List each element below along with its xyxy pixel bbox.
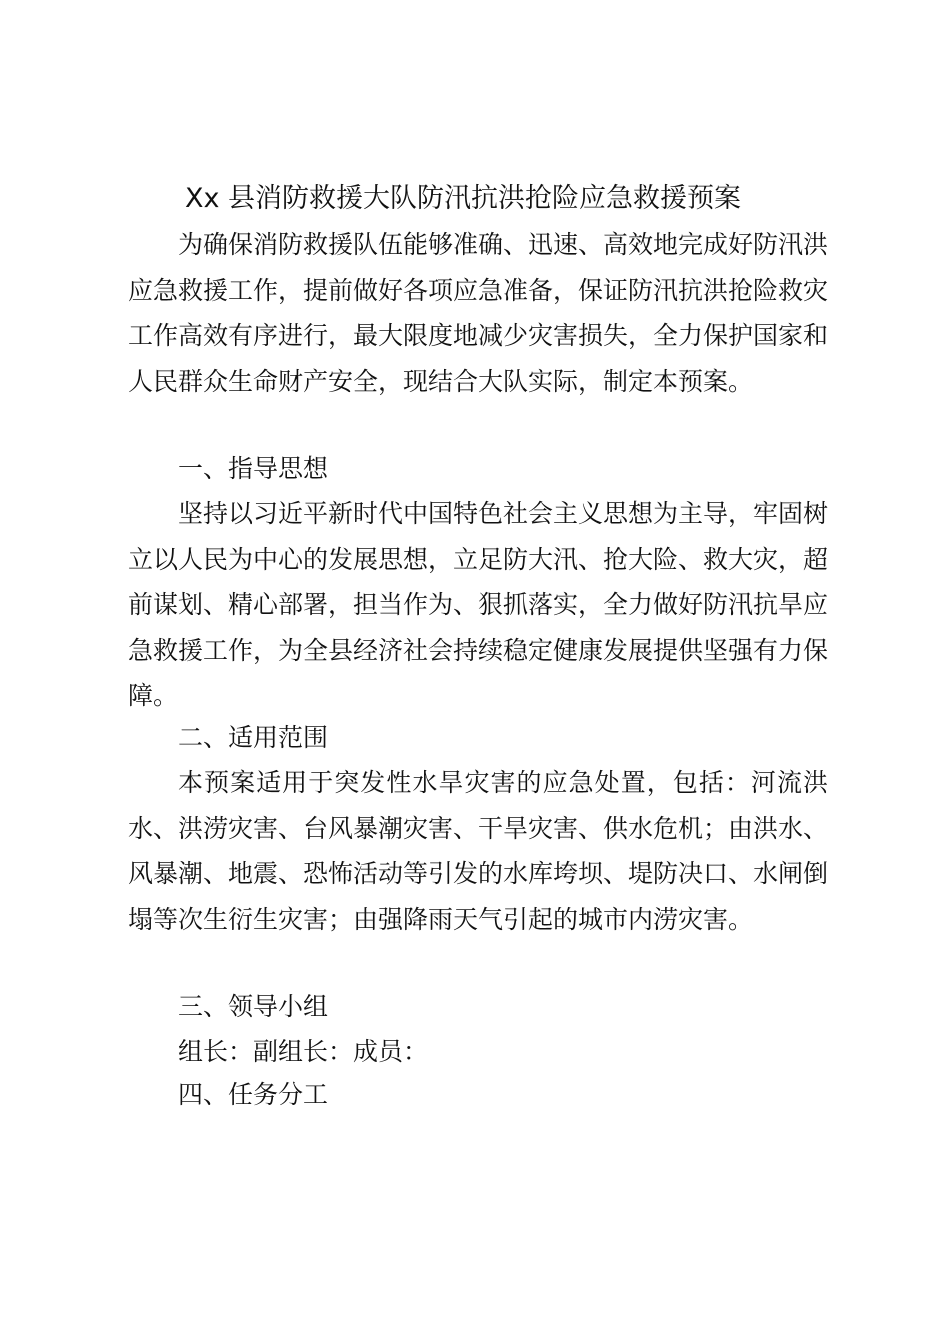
section-body-guiding-ideology: 坚持以习近平新时代中国特色社会主义思想为主导，牢固树立以人民为中心的发展思想，立足防大汛、抢大险、救大灾，超前谋划、精心部署，担当作为、狠抓落实，全力做好防汛抗旱应急救援工作，为全县经济社会持续稳定健康发展提供坚强有力保障。 — [128, 499, 829, 710]
section-heading-task-division: 四、任务分工 — [178, 1080, 329, 1109]
section-heading-leadership-group: 三、领导小组 — [178, 992, 329, 1021]
section-body-leadership-group: 组长：副组长：成员： — [178, 1037, 429, 1066]
section-heading-guiding-ideology: 一、指导思想 — [178, 454, 329, 483]
section-heading-scope: 二、适用范围 — [178, 723, 329, 752]
section-body-scope: 本预案适用于突发性水旱灾害的应急处置，包括：河流洪水、洪涝灾害、台风暴潮灾害、干旱灾害、供水危机；由洪水、风暴潮、地震、恐怖活动等引发的水库垮坝、堤防决口、水闸倒塌等次生衍生灾害；由强降雨天气引起的城市内涝灾害。 — [128, 768, 829, 934]
document-title: Xx 县消防救援大队防汛抗洪抢险应急救援预案 — [185, 183, 742, 214]
intro-paragraph: 为确保消防救援队伍能够准确、迅速、高效地完成好防汛洪应急救援工作，提前做好各项应急准备，保证防汛抗洪抢险救灾工作高效有序进行，最大限度地减少灾害损失，全力保护国家和人民群众生命财产安全，现结合大队实际，制定本预案。 — [128, 230, 829, 396]
